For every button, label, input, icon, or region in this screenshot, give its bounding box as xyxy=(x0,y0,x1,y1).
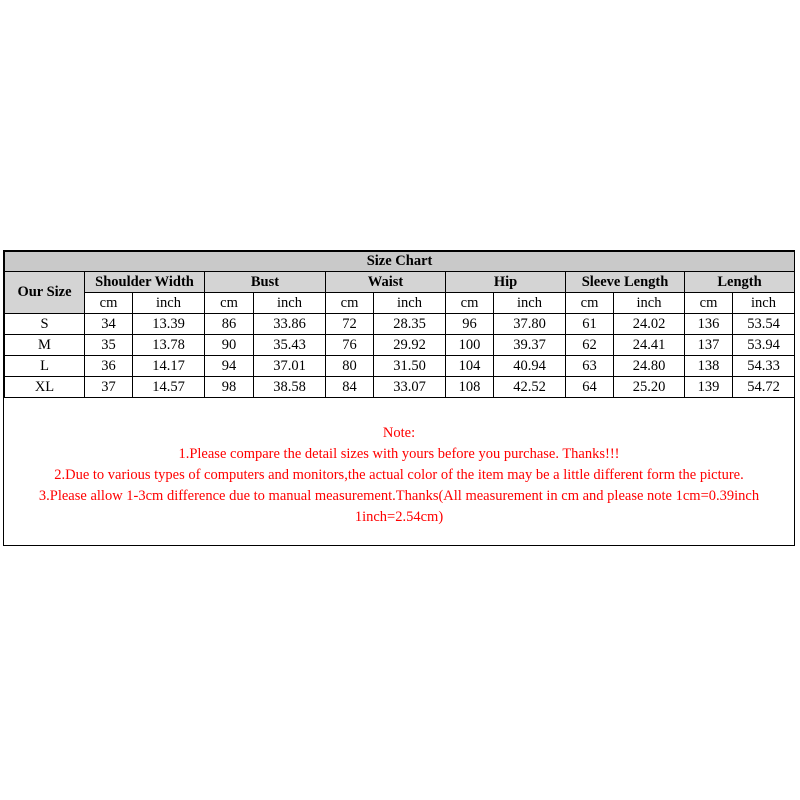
table-cell: 13.78 xyxy=(133,335,205,356)
table-cell: 40.94 xyxy=(494,356,566,377)
unit-inch: inch xyxy=(733,293,795,314)
table-row xyxy=(5,314,795,335)
table-cell: 84 xyxy=(326,377,374,398)
table-cell: 14.57 xyxy=(133,377,205,398)
table-cell: 139 xyxy=(685,377,733,398)
unit-inch: inch xyxy=(494,293,566,314)
chart-title: Size Chart xyxy=(5,252,795,272)
table-cell: 61 xyxy=(566,314,614,335)
table-cell: 62 xyxy=(566,335,614,356)
group-header-length: Length xyxy=(685,272,795,293)
unit-inch: inch xyxy=(614,293,685,314)
size-chart-frame xyxy=(3,250,795,546)
size-label: XL xyxy=(5,377,85,398)
table-cell: 54.33 xyxy=(733,356,795,377)
table-cell: 90 xyxy=(205,335,254,356)
table-cell: 86 xyxy=(205,314,254,335)
table-cell: 54.72 xyxy=(733,377,795,398)
units-row xyxy=(5,293,795,314)
table-cell: 37 xyxy=(85,377,133,398)
unit-cm: cm xyxy=(446,293,494,314)
table-row xyxy=(5,335,795,356)
table-cell: 25.20 xyxy=(614,377,685,398)
table-cell: 53.94 xyxy=(733,335,795,356)
table-cell: 34 xyxy=(85,314,133,335)
table-cell: 138 xyxy=(685,356,733,377)
table-cell: 137 xyxy=(685,335,733,356)
unit-inch: inch xyxy=(374,293,446,314)
table-cell: 100 xyxy=(446,335,494,356)
table-row xyxy=(5,377,795,398)
table-cell: 33.07 xyxy=(374,377,446,398)
table-cell: 36 xyxy=(85,356,133,377)
table-cell: 76 xyxy=(326,335,374,356)
note-heading: Note: xyxy=(382,425,416,441)
table-cell: 33.86 xyxy=(254,314,326,335)
group-header-sleeve-length: Sleeve Length xyxy=(566,272,685,293)
note-line-4: 1inch=2.54cm) xyxy=(354,509,444,525)
table-cell: 14.17 xyxy=(133,356,205,377)
table-cell: 64 xyxy=(566,377,614,398)
group-header-hip: Hip xyxy=(446,272,566,293)
table-cell: 42.52 xyxy=(494,377,566,398)
note-line-1: 1.Please compare the detail sizes with yours before you purchase. Thanks!!! xyxy=(178,446,620,462)
table-cell: 53.54 xyxy=(733,314,795,335)
group-header-shoulder-width: Shoulder Width xyxy=(85,272,205,293)
table-cell: 31.50 xyxy=(374,356,446,377)
table-cell: 80 xyxy=(326,356,374,377)
table-cell: 136 xyxy=(685,314,733,335)
table-cell: 37.01 xyxy=(254,356,326,377)
notes-block xyxy=(4,423,794,528)
note-line-2: 2.Due to various types of computers and monitors,the actual color of the item may be a little different form the picture. xyxy=(54,467,744,483)
table-cell: 24.80 xyxy=(614,356,685,377)
group-header-bust: Bust xyxy=(205,272,326,293)
table-cell: 35 xyxy=(85,335,133,356)
table-cell: 24.41 xyxy=(614,335,685,356)
unit-cm: cm xyxy=(326,293,374,314)
unit-cm: cm xyxy=(566,293,614,314)
note-line-3: 3.Please allow 1-3cm difference due to manual measurement.Thanks(All measurement in cm and please note 1cm=0.39inch xyxy=(38,488,760,504)
table-cell: 35.43 xyxy=(254,335,326,356)
table-cell: 28.35 xyxy=(374,314,446,335)
unit-cm: cm xyxy=(205,293,254,314)
size-chart-table xyxy=(4,251,795,398)
size-label: M xyxy=(5,335,85,356)
table-cell: 39.37 xyxy=(494,335,566,356)
unit-cm: cm xyxy=(685,293,733,314)
our-size-header: Our Size xyxy=(5,272,85,314)
group-header-waist: Waist xyxy=(326,272,446,293)
table-cell: 24.02 xyxy=(614,314,685,335)
unit-inch: inch xyxy=(254,293,326,314)
size-label: L xyxy=(5,356,85,377)
table-cell: 98 xyxy=(205,377,254,398)
table-cell: 104 xyxy=(446,356,494,377)
table-cell: 63 xyxy=(566,356,614,377)
table-cell: 13.39 xyxy=(133,314,205,335)
table-cell: 96 xyxy=(446,314,494,335)
table-cell: 72 xyxy=(326,314,374,335)
table-cell: 94 xyxy=(205,356,254,377)
table-cell: 29.92 xyxy=(374,335,446,356)
unit-cm: cm xyxy=(85,293,133,314)
table-cell: 38.58 xyxy=(254,377,326,398)
unit-inch: inch xyxy=(133,293,205,314)
table-cell: 37.80 xyxy=(494,314,566,335)
size-label: S xyxy=(5,314,85,335)
table-cell: 108 xyxy=(446,377,494,398)
table-row xyxy=(5,356,795,377)
